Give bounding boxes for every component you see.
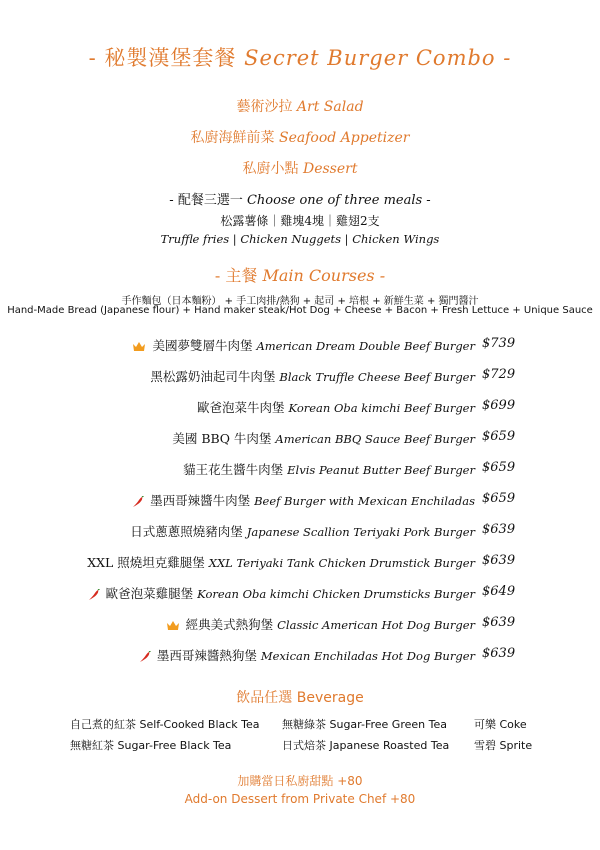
menu-item-zh: 墨西哥辣醬熱狗堡 — [156, 648, 257, 663]
starter-zh: 私廚小點 — [242, 161, 299, 177]
menu-item-name — [88, 584, 475, 602]
beverage-item: 無糖紅茶 Sugar-Free Black Tea — [70, 739, 232, 752]
beverage-item: 自己煮的紅茶 Self-Cooked Black Tea — [70, 718, 260, 731]
menu-item-en: Japanese Scallion Teriyaki Pork Burger — [246, 525, 475, 539]
menu-item-zh: 貓王花生醬牛肉堡 — [183, 462, 284, 477]
menu-item-name — [130, 522, 475, 540]
beverage-item: 雪碧 Sprite — [474, 739, 533, 752]
menu-item-en: XXL Teriyaki Tank Chicken Drumstick Burger — [208, 556, 475, 570]
beverage-item: 無糖綠茶 Sugar-Free Green Tea — [282, 718, 447, 731]
menu-item-name — [87, 553, 475, 571]
choose-en: Choose one of three meals - — [246, 193, 431, 208]
menu-item-en: American Dream Double Beef Burger — [256, 339, 475, 353]
menu-item-price: $659 — [482, 491, 516, 506]
menu-item-en: Korean Oba kimchi Beef Burger — [288, 401, 475, 415]
chili-icon — [88, 589, 100, 601]
menu-item-name — [166, 615, 475, 633]
menu-item-zh: 經典美式熱狗堡 — [185, 617, 274, 632]
menu-item-price: $699 — [482, 398, 516, 413]
menu-item-price: $659 — [482, 460, 516, 475]
menu-item-zh: 美國 BBQ 牛肉堡 — [172, 431, 272, 446]
starter-en: Art Salad — [296, 99, 364, 115]
beverage-item: 日式焙茶 Japanese Roasted Tea — [282, 739, 450, 752]
choose-zh: - 配餐三選一 — [169, 193, 243, 208]
menu-item-name — [132, 336, 475, 354]
menu-item-en: Black Truffle Cheese Beef Burger — [279, 370, 475, 384]
sides-options-zh: 松露薯條｜雞塊4塊｜雞翅2支 — [220, 214, 380, 228]
crown-icon — [132, 341, 146, 352]
menu-item — [0, 367, 600, 389]
menu-item-en: Beef Burger with Mexican Enchiladas — [254, 494, 475, 508]
sides-options-en: Truffle fries | Chicken Nuggets | Chicken Wings — [160, 232, 440, 246]
menu-item-name — [150, 367, 475, 385]
menu-item — [0, 553, 600, 575]
menu-item-en: Elvis Peanut Butter Beef Burger — [287, 463, 475, 477]
menu-item-price: $739 — [482, 336, 516, 351]
menu-item-name — [139, 646, 475, 664]
menu-title-en: Secret Burger Combo - — [244, 46, 512, 70]
menu-item — [0, 491, 600, 513]
crown-icon — [166, 620, 180, 631]
menu-item-name — [132, 491, 475, 509]
menu-item-zh: 墨西哥辣醬牛肉堡 — [150, 493, 251, 508]
menu-item-zh: 歐爸泡菜雞腿堡 — [105, 586, 194, 601]
menu-item-price: $639 — [482, 646, 516, 661]
chili-icon — [132, 496, 144, 508]
starter-art-salad — [0, 96, 600, 116]
menu-item-zh: 日式蔥蔥照燒豬肉堡 — [130, 524, 243, 539]
menu-item-name — [183, 460, 475, 478]
menu-item-zh: 歐爸泡菜牛肉堡 — [197, 400, 285, 415]
menu-item — [0, 336, 600, 358]
main-description-en: Hand-Made Bread (Japanese flour) + Hand maker steak/Hot Dog + Cheese + Bacon + Fresh Lettuce + Unique Sauce — [7, 305, 593, 316]
main-description-zh: 手作麵包（日本麵粉） + 手工肉排/熱狗 + 起司 + 培根 + 新鮮生菜 + 獨門醬汁 — [121, 296, 479, 307]
menu-item-price: $729 — [482, 367, 516, 382]
starter-dessert — [0, 158, 600, 178]
starter-seafood-appetizer — [0, 127, 600, 147]
menu-item — [0, 398, 600, 420]
beverage-heading: 飲品任選 Beverage — [236, 690, 364, 706]
menu-item-zh: 美國夢雙層牛肉堡 — [152, 338, 253, 353]
menu-item-price: $649 — [482, 584, 516, 599]
menu-item-name — [172, 429, 475, 447]
menu-item-price: $639 — [482, 615, 516, 630]
menu-item-zh: XXL 照燒坦克雞腿堡 — [87, 555, 205, 570]
beverage-item: 可樂 Coke — [474, 718, 527, 731]
menu-item-name — [197, 398, 475, 416]
main-title-zh: - 主餐 — [214, 266, 258, 285]
menu-item — [0, 584, 600, 606]
addon-dessert-en: Add-on Dessert from Private Chef +80 — [184, 792, 416, 806]
menu-item — [0, 460, 600, 482]
addon-dessert-zh: 加購當日私廚甜點 +80 — [237, 774, 363, 788]
menu-item — [0, 429, 600, 451]
menu-item-zh: 黑松露奶油起司牛肉堡 — [150, 369, 276, 384]
menu-title-zh: - 秘製漢堡套餐 — [88, 46, 237, 70]
starter-zh: 藝術沙拉 — [236, 99, 293, 115]
menu-item — [0, 522, 600, 544]
choose-one-heading — [0, 189, 600, 208]
menu-title — [0, 42, 600, 72]
menu-item-en: American BBQ Sauce Beef Burger — [275, 432, 475, 446]
starter-zh: 私廚海鮮前菜 — [190, 130, 275, 146]
menu-item-en: Korean Oba kimchi Chicken Drumsticks Burger — [197, 587, 475, 601]
starter-en: Seafood Appetizer — [279, 130, 410, 146]
menu-item — [0, 646, 600, 668]
menu-item-price: $639 — [482, 522, 516, 537]
starter-en: Dessert — [302, 161, 358, 177]
menu-item-en: Mexican Enchiladas Hot Dog Burger — [260, 649, 475, 663]
main-title-en: Main Courses - — [262, 266, 386, 285]
menu-item-en: Classic American Hot Dog Burger — [277, 618, 475, 632]
menu-item-price: $659 — [482, 429, 516, 444]
menu-item-price: $639 — [482, 553, 516, 568]
chili-icon — [139, 651, 151, 663]
main-courses-heading — [0, 263, 600, 286]
menu-item — [0, 615, 600, 637]
